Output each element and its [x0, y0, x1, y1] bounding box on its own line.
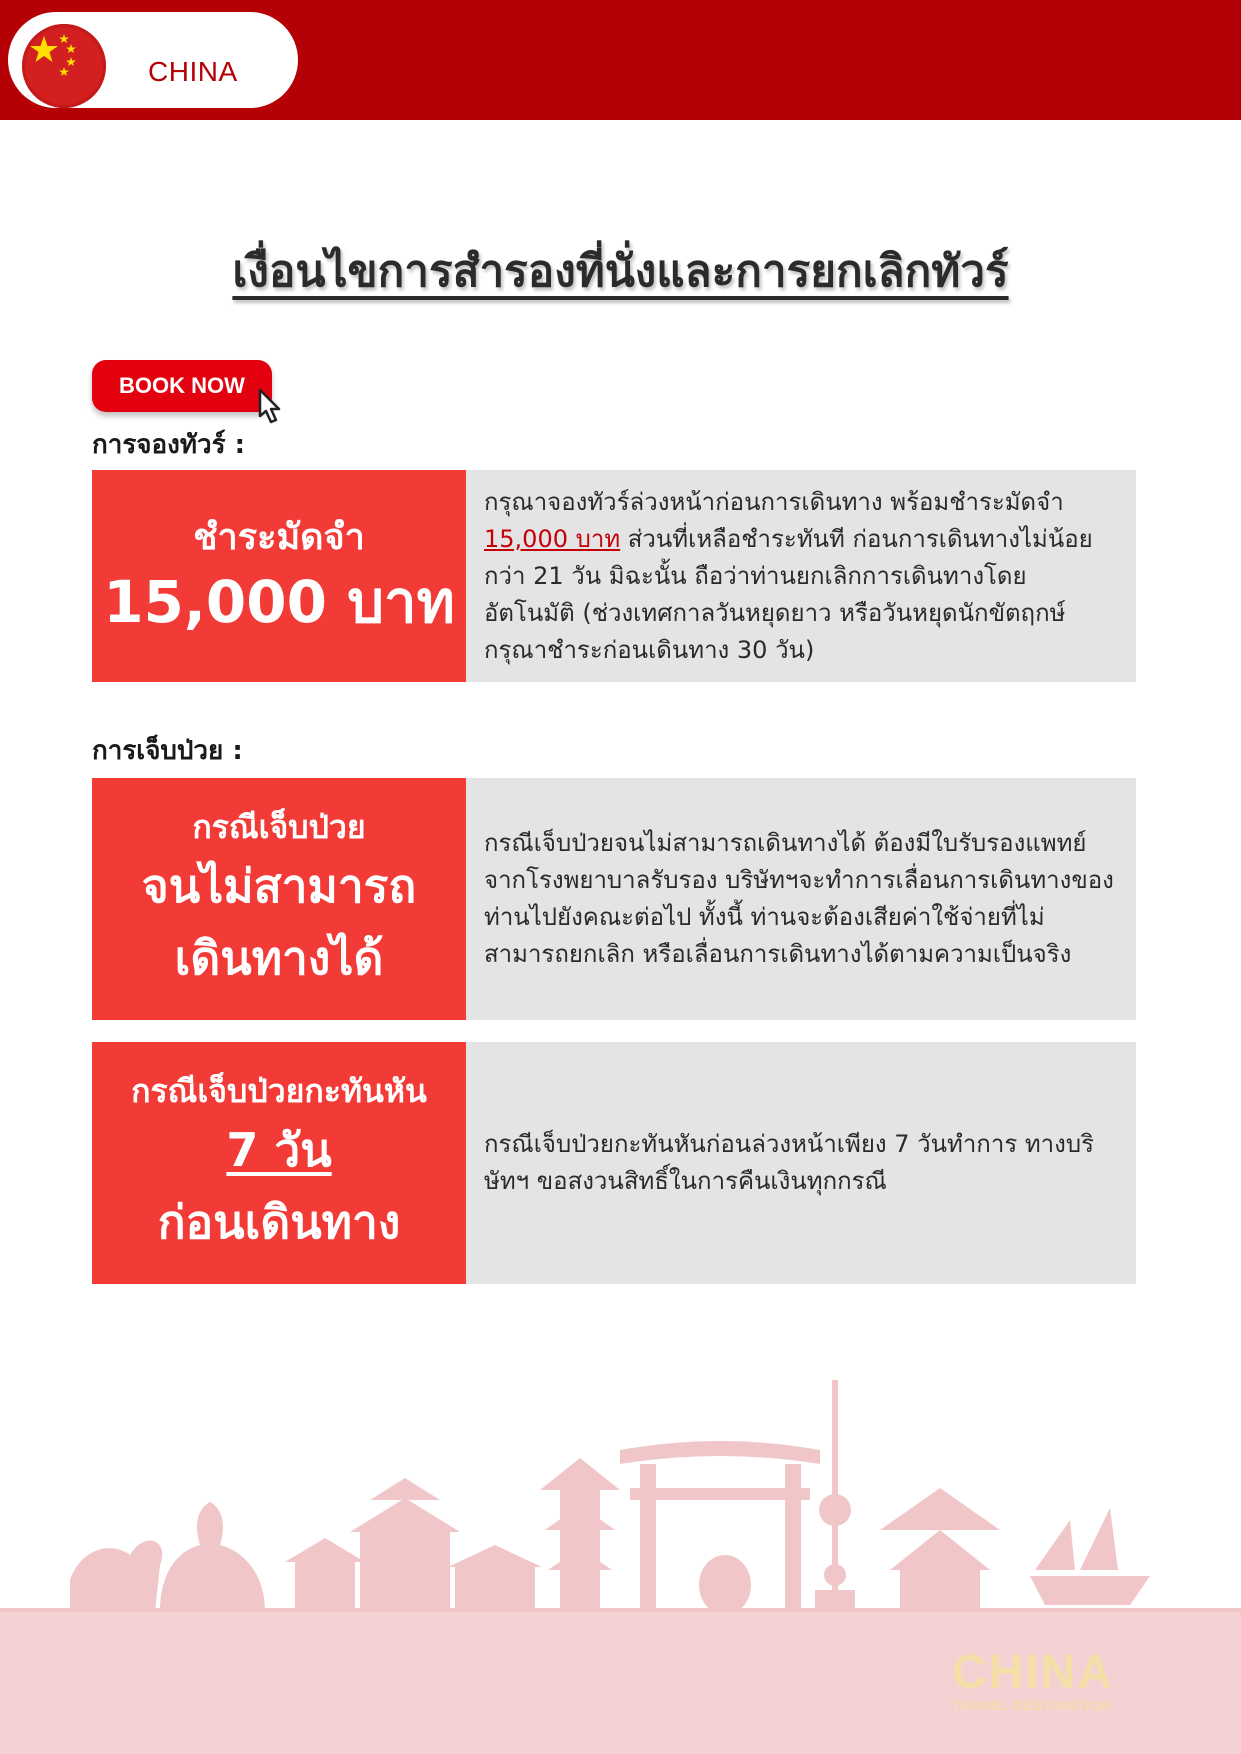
- illness-card-2-text: กรณีเจ็บป่วยกะทันหันก่อนล่วงหน้าเพียง 7 วันทำการ ทางบริษัทฯ ขอสงวนสิทธิ์ในการคืนเงินทุกกรณี: [484, 1130, 1094, 1195]
- book-now-button[interactable]: BOOK NOW: [92, 360, 272, 412]
- illness-card-2-line2: 7 วัน: [226, 1123, 332, 1177]
- deposit-amount: 15,000 บาท: [103, 568, 455, 636]
- header-bar: [0, 0, 1241, 120]
- illness-card-1-line3: เดินทางได้: [174, 931, 384, 985]
- hand-cursor-icon: [252, 386, 292, 430]
- booking-section-label: การจองทัวร์ :: [92, 430, 246, 460]
- deposit-text-1: กรุณาจองทัวร์ล่วงหน้าก่อนการเดินทาง พร้อมชำระมัดจำ: [484, 487, 1064, 516]
- illness-card-2-line3: ก่อนเดินทาง: [157, 1195, 401, 1249]
- footer-brand: [952, 1648, 1114, 1714]
- illness-card-2: [92, 1042, 1136, 1284]
- country-name: CHINA: [148, 56, 238, 87]
- page-title: เงื่อนไขการสำรองที่นั่งและการยกเลิกทัวร์: [232, 246, 1009, 297]
- deposit-title: ชำระมัดจำ: [193, 517, 365, 558]
- footer-brand-name: CHINA: [952, 1646, 1114, 1699]
- deposit-card: [92, 470, 1136, 682]
- dragon-icon: [70, 1541, 162, 1612]
- illness-card-2-line1: กรณีเจ็บป่วยกะทันหัน: [131, 1072, 427, 1110]
- junk-ship-icon: [1035, 1520, 1075, 1570]
- footer-brand-tagline: TRAVEL DESTINATION: [952, 1698, 1112, 1713]
- illness-card-2-description: [466, 1042, 1136, 1284]
- illness-card-1-description: [466, 778, 1136, 1020]
- china-flag-icon: [22, 24, 106, 108]
- illness-card-1-highlight: [92, 778, 466, 1020]
- panda-icon: [699, 1555, 751, 1615]
- deposit-highlight: [92, 470, 466, 682]
- illness-card-1-line2: จนไม่สามารถ: [141, 859, 417, 913]
- buddha-icon: [160, 1502, 265, 1612]
- china-skyline-illustration: [0, 1380, 1241, 1620]
- country-pill: [8, 12, 298, 108]
- illness-card-1-line1: กรณีเจ็บป่วย: [192, 808, 366, 846]
- deposit-amount-link: 15,000 บาท: [484, 524, 621, 553]
- illness-card-1: [92, 778, 1136, 1020]
- illness-section-label: การเจ็บป่วย :: [92, 736, 243, 766]
- deposit-description: [466, 470, 1136, 682]
- deposit-text-2: ส่วนที่เหลือชำระทันที ก่อนการเดินทางไม่น้อยกว่า 21 วัน มิฉะนั้น ถือว่าท่านยกเลิกการเดินทางโดยอัตโนมัติ (ช่วงเทศกาลวันหยุดยาว หรือวันหยุดนักขัตฤกษ์ กรุณาชำระก่อนเดินทาง 30 วัน): [484, 524, 1093, 664]
- illness-card-2-highlight: [92, 1042, 466, 1284]
- illness-card-1-text: กรณีเจ็บป่วยจนไม่สามารถเดินทางได้ ต้องมีใบรับรองแพทย์จากโรงพยาบาลรับรอง บริษัทฯจะทำการเลื่อนการเดินทางของท่านไปยังคณะต่อไป ทั้งนี้ ท่านจะต้องเสียค่าใช้จ่ายที่ไม่สามารถยกเลิก หรือเลื่อนการเดินทางได้ตามความเป็นจริง: [484, 829, 1114, 968]
